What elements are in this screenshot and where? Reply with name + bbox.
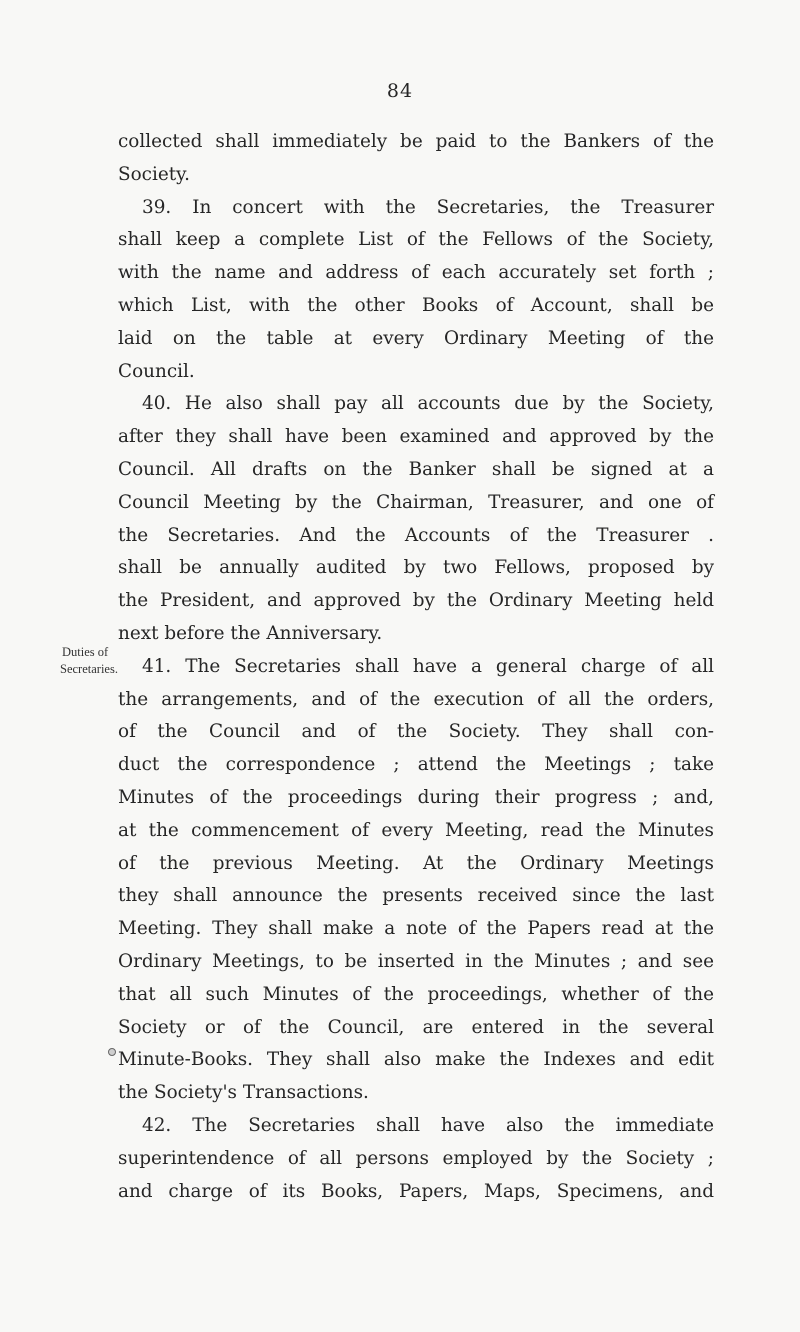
text-line: 42. The Secretaries shall have also the immediate bbox=[142, 1114, 714, 1136]
paragraph-42 bbox=[118, 1110, 714, 1208]
text-line: duct the correspondence ; attend the Meetings ; take bbox=[118, 754, 714, 776]
text-line: 39. In concert with the Secretaries, the Treasurer bbox=[142, 196, 714, 218]
margin-note bbox=[62, 644, 122, 678]
text-line: shall keep a complete List of the Fellows of the Society, bbox=[118, 229, 714, 251]
text-line: Society or of the Council, are entered in the several bbox=[118, 1016, 714, 1038]
text-line: at the commencement of every Meeting, read the Minutes bbox=[118, 819, 714, 841]
text-line: Society. bbox=[118, 163, 190, 185]
paragraph-41 bbox=[118, 651, 714, 1110]
paragraph-40 bbox=[118, 388, 714, 650]
text-line: laid on the table at every Ordinary Meeting of the bbox=[118, 327, 714, 349]
text-line: the President, and approved by the Ordinary Meeting held bbox=[118, 590, 714, 612]
page-number: 84 bbox=[386, 80, 414, 102]
text-line: that all such Minutes of the proceedings, whether of the bbox=[118, 983, 714, 1005]
text-line: they shall announce the presents received since the last bbox=[118, 885, 714, 907]
paragraph-39 bbox=[118, 192, 714, 389]
text-line: the arrangements, and of the execution of all the orders, bbox=[118, 688, 714, 710]
text-line: Council. bbox=[118, 360, 195, 382]
text-line: collected shall immediately be paid to the Bankers of the bbox=[118, 131, 714, 152]
text-line: the Secretaries. And the Accounts of the Treasurer . bbox=[118, 524, 714, 546]
text-line: shall be annually audited by two Fellows, proposed by bbox=[118, 557, 714, 579]
text-line: of the previous Meeting. At the Ordinary Meetings bbox=[118, 852, 714, 874]
text-line: Meeting. They shall make a note of the Papers read at the bbox=[118, 918, 714, 940]
text-line: 40. He also shall pay all accounts due by the Society, bbox=[142, 393, 714, 415]
margin-note-line-1: Duties of bbox=[62, 645, 109, 659]
text-line: Minutes of the proceedings during their progress ; and, bbox=[118, 786, 714, 808]
text-line: with the name and address of each accurately set forth ; bbox=[118, 262, 714, 284]
text-line: which List, with the other Books of Account, shall be bbox=[118, 294, 714, 316]
text-line: Minute-Books. They shall also make the Indexes and edit bbox=[118, 1049, 714, 1071]
paragraph-continuation bbox=[118, 126, 714, 192]
body-text bbox=[118, 126, 714, 1208]
text-line: next before the Anniversary. bbox=[118, 622, 383, 644]
text-line: 41. The Secretaries shall have a general charge of all bbox=[142, 655, 714, 677]
text-line: and charge of its Books, Papers, Maps, Specimens, and bbox=[118, 1180, 714, 1202]
margin-note-line-2: Secretaries. bbox=[60, 662, 118, 676]
text-line: superintendence of all persons employed by the Society ; bbox=[118, 1147, 714, 1169]
ink-spot bbox=[108, 1048, 116, 1056]
text-line: after they shall have been examined and approved by the bbox=[118, 426, 714, 448]
text-line: the Society's Transactions. bbox=[118, 1082, 369, 1104]
text-line: Ordinary Meetings, to be inserted in the Minutes ; and see bbox=[118, 950, 714, 972]
text-line: of the Council and of the Society. They shall con- bbox=[118, 721, 714, 743]
text-line: Council Meeting by the Chairman, Treasurer, and one of bbox=[118, 491, 714, 513]
text-line: Council. All drafts on the Banker shall be signed at a bbox=[118, 458, 714, 480]
